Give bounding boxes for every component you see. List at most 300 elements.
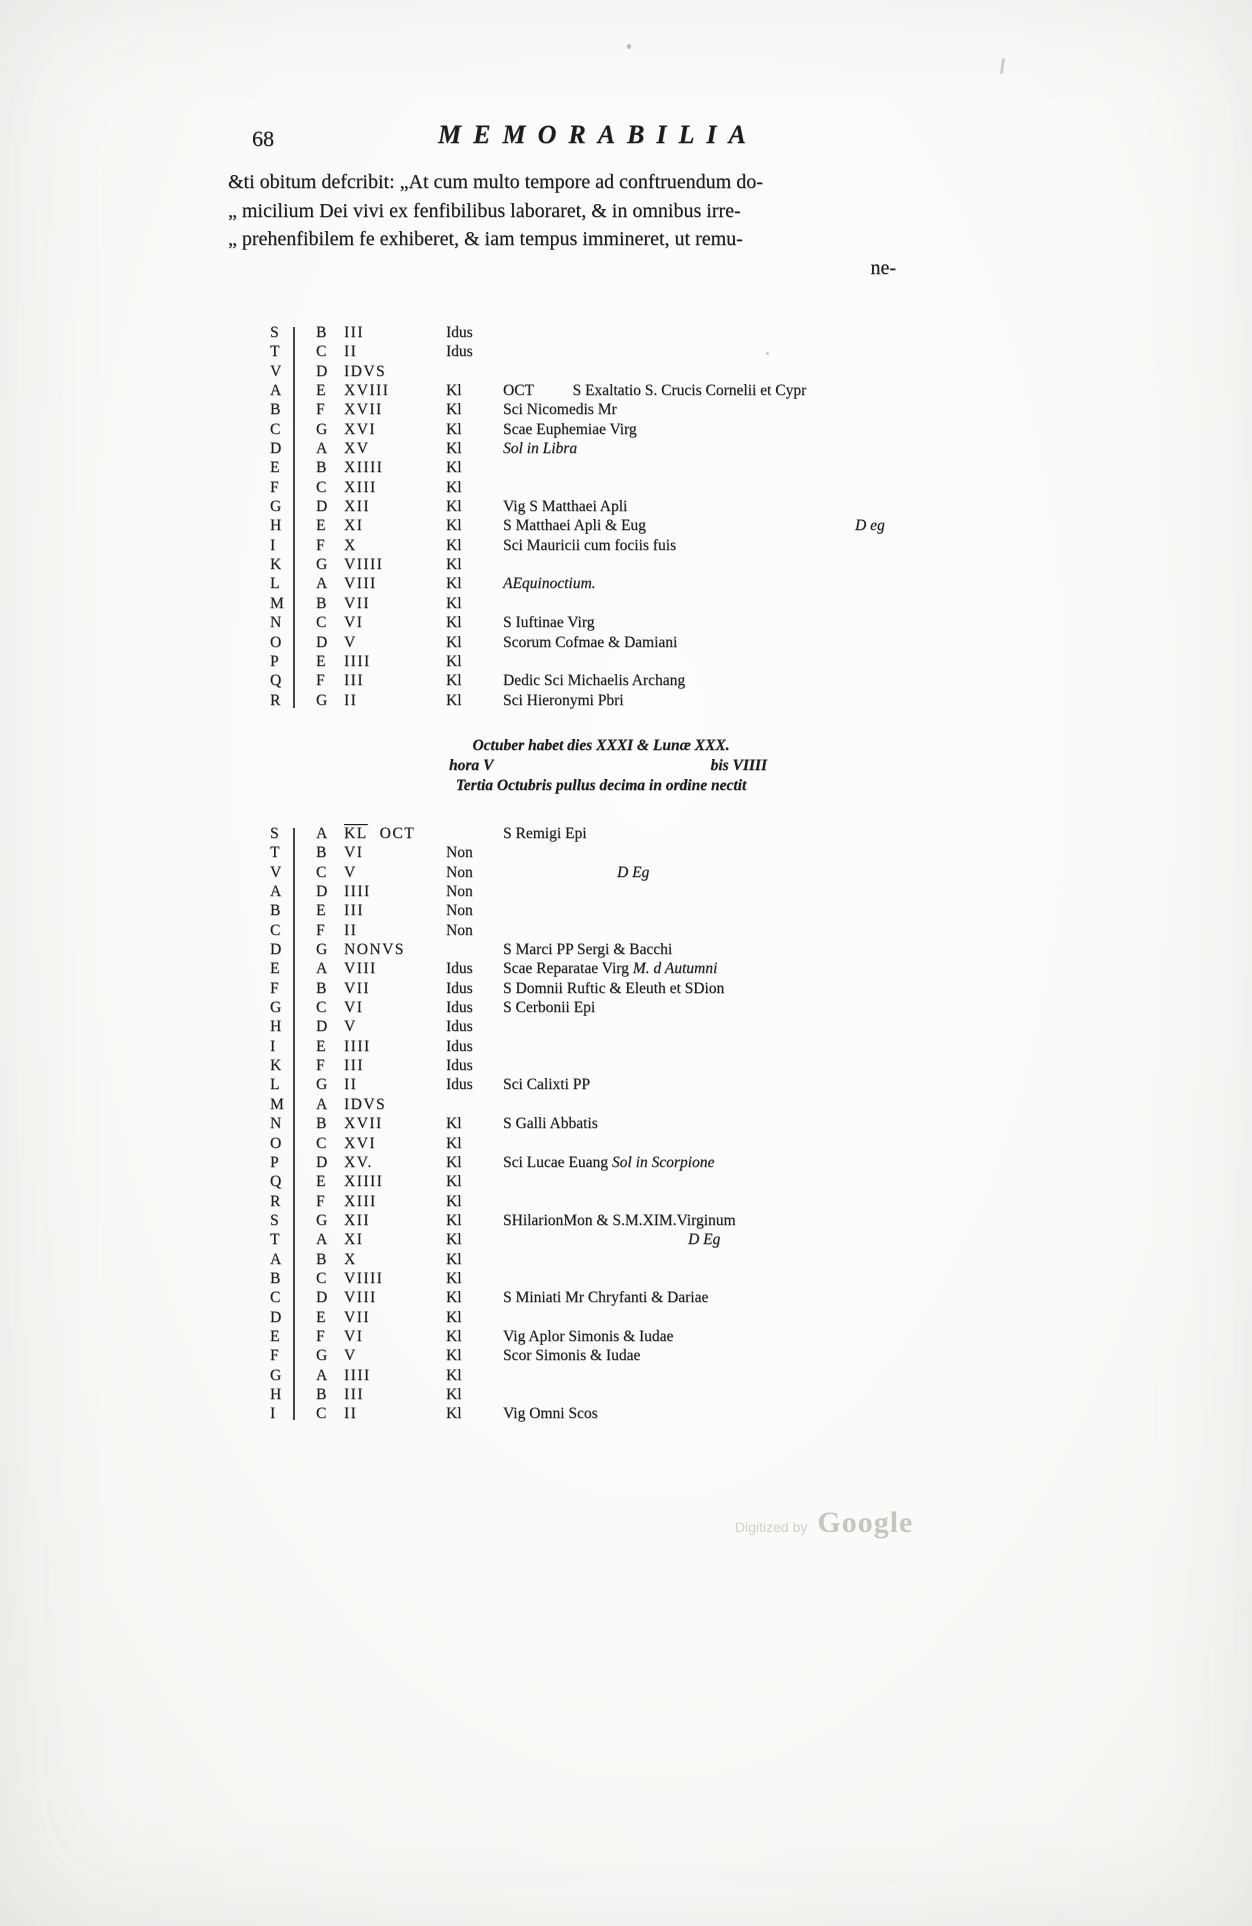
dominical-letter-cell: C [316, 614, 327, 632]
dominical-letter-cell: D [316, 498, 328, 516]
roman-numeral-cell: XIIII [344, 1173, 384, 1191]
feast-entry [503, 555, 970, 574]
kalend-marker-cell: Kl [446, 633, 462, 651]
day-letter-cell: S [270, 1211, 279, 1229]
feast-text: S Cerbonii Epi [503, 999, 596, 1017]
kalend-marker-cell: Non [446, 921, 473, 939]
roman-numeral-cell: III [344, 1385, 364, 1403]
dominical-letter-cell: E [316, 1037, 326, 1055]
kalend-marker-cell: Idus [446, 1057, 473, 1075]
kalend-marker-cell: Kl [446, 1250, 462, 1268]
calendar-row [270, 691, 970, 710]
roman-numeral-cell: XI [344, 517, 364, 535]
feast-text: S Domnii Ruftic & Eleuth et SDion [503, 979, 725, 997]
feast-text: Sol in Libra [503, 440, 578, 458]
kalend-marker-cell: Kl [446, 1269, 462, 1287]
october-heading-bis: bis VIIII [710, 757, 767, 774]
dominical-letter-cell: D [316, 1289, 328, 1307]
feast-entry [503, 400, 970, 419]
feast-text-italic: Sol in Scorpione [611, 1153, 715, 1171]
kalend-marker-cell: Kl [446, 652, 462, 670]
day-letter-cell: L [270, 1076, 280, 1094]
kalend-marker-cell: Kl [446, 1211, 462, 1229]
roman-numeral-cell: VI [344, 1327, 364, 1345]
kalend-marker-cell: Idus [446, 1076, 473, 1094]
day-letter-cell: D [270, 440, 282, 458]
feast-text: AEquinoctium. [503, 575, 596, 593]
dominical-letter-cell: D [316, 883, 328, 901]
calendar-row [270, 1192, 970, 1211]
day-letter-cell: S [270, 825, 279, 842]
feast-entry [503, 1192, 970, 1211]
dominical-letter-cell: C [316, 999, 327, 1017]
kalend-marker-cell: Kl [446, 1192, 462, 1210]
calendar-row [270, 1095, 970, 1114]
roman-numeral-cell: XV [344, 440, 370, 458]
margin-note: D eg [855, 517, 885, 535]
day-letter-cell: C [270, 1289, 281, 1307]
dominical-letter-cell: C [316, 863, 327, 881]
kalend-marker-cell: Kl [446, 1327, 462, 1345]
scan-speck [766, 352, 769, 355]
roman-numeral-cell: VIIII [344, 556, 384, 574]
day-letter-cell: G [270, 1366, 282, 1384]
kalend-marker-cell: Kl [446, 614, 462, 632]
september-calendar-table [270, 323, 970, 710]
digitization-watermark [735, 1506, 913, 1540]
day-letter-cell: D [270, 941, 282, 959]
calendar-row [270, 1017, 970, 1036]
roman-numeral-cell: XII [344, 1211, 371, 1229]
dominical-letter-cell: E [316, 1173, 326, 1191]
kalend-marker-cell: Kl [446, 1134, 462, 1152]
dominical-letter-cell: A [316, 960, 328, 978]
calendar-row [270, 478, 970, 497]
kalend-marker-cell: Kl [446, 1173, 462, 1191]
calendar-row [270, 1134, 970, 1153]
day-letter-cell: D [270, 1308, 282, 1326]
day-letter-cell: H [270, 517, 282, 535]
day-letter-cell: O [270, 1134, 282, 1152]
dominical-letter-cell: F [316, 672, 325, 690]
calendar-row [270, 594, 970, 613]
dominical-letter-cell: B [316, 1385, 327, 1403]
watermark-prefix: Digitized by [735, 1519, 808, 1535]
roman-numeral-cell: VI [344, 999, 364, 1017]
day-letter-cell: P [270, 652, 279, 670]
kalend-marker-cell: Kl [446, 440, 462, 458]
calendar-row [270, 901, 970, 920]
dominical-letter-cell: D [316, 633, 328, 651]
kalend-marker-cell [446, 362, 503, 381]
dominical-letter-cell: G [316, 1211, 328, 1229]
calendar-row [270, 1308, 970, 1327]
feast-entry [503, 1172, 970, 1191]
calendar-row [270, 1172, 970, 1191]
scan-speck [627, 44, 631, 49]
roman-numeral-cell: III [344, 672, 364, 690]
calendar-row [270, 1037, 970, 1056]
feast-text: Sci Hieronymi Pbri [503, 691, 624, 709]
scan-speck [1000, 58, 1005, 74]
feast-entry [503, 439, 970, 458]
kalend-marker-cell: Kl [446, 556, 462, 574]
feast-text: S Iuftinae Virg [503, 614, 595, 632]
day-letter-cell: I [270, 1405, 276, 1423]
feast-entry [503, 1056, 970, 1075]
calendar-row [270, 979, 970, 998]
feast-entry [503, 1095, 970, 1114]
feast-entry [503, 1134, 970, 1153]
roman-numeral-cell: II [344, 1076, 358, 1094]
roman-numeral-cell: III [344, 1057, 364, 1075]
dominical-letter-cell: E [316, 902, 326, 920]
roman-numeral-cell: VII [344, 1308, 371, 1326]
kalend-marker-cell: Kl [446, 672, 462, 690]
calendar-row [270, 555, 970, 574]
kalend-marker-cell: Kl [446, 420, 462, 438]
calendar-row [270, 959, 970, 978]
calendar-row [270, 342, 970, 361]
feast-entry [503, 843, 970, 862]
calendar-row [270, 863, 970, 882]
day-letter-cell: K [270, 556, 282, 574]
calendar-row [270, 1288, 970, 1307]
roman-numeral-cell: IIII [344, 652, 371, 670]
day-letter-cell: S [270, 324, 279, 341]
calendar-row [270, 536, 970, 555]
dominical-letter-cell: C [316, 1134, 327, 1152]
feast-text: OCT S Exaltatio S. Crucis Cornelii et Cypr [503, 382, 807, 400]
roman-numeral-cell: XV. [344, 1153, 373, 1171]
feast-entry [503, 1017, 970, 1036]
feast-text: Dedic Sci Michaelis Archang [503, 672, 686, 690]
dominical-letter-cell: A [316, 1095, 328, 1113]
day-letter-cell: B [270, 902, 281, 920]
feast-entry [503, 594, 970, 613]
feast-text: Sci Mauricii cum fociis fuis [503, 536, 677, 554]
feast-text: Vig Aplor Simonis & Iudae [503, 1327, 674, 1345]
day-letter-cell: I [270, 536, 276, 554]
dominical-letter-cell: B [316, 844, 327, 862]
dominical-letter-cell: A [316, 575, 328, 593]
feast-entry [503, 671, 970, 690]
page-number: 68 [252, 126, 274, 151]
kalend-marker-cell: Kl [446, 459, 462, 477]
kalend-marker-cell: Kl [446, 1385, 462, 1403]
feast-entry [503, 1075, 970, 1094]
dominical-letter-cell: G [316, 1347, 328, 1365]
day-letter-cell: V [270, 362, 282, 380]
feast-entry [503, 342, 970, 361]
roman-numeral-cell: X [344, 536, 357, 554]
roman-numeral-cell: IIII [344, 1366, 371, 1384]
roman-numeral-cell: V [344, 863, 357, 881]
roman-numeral-cell: IIII [344, 883, 371, 901]
day-letter-cell: R [270, 1192, 281, 1210]
dominical-letter-cell: E [316, 382, 326, 400]
day-letter-cell: C [270, 420, 281, 438]
day-letter-cell: F [270, 1347, 279, 1365]
kalend-marker-cell: Kl [446, 536, 462, 554]
calendar-row [270, 882, 970, 901]
feast-entry [503, 1153, 970, 1172]
roman-numeral-cell: XVII [344, 401, 383, 419]
october-heading-hora: hora V [449, 757, 494, 774]
kalend-marker-cell: Kl [446, 1115, 462, 1133]
day-letter-cell: N [270, 614, 282, 632]
dominical-letter-cell: F [316, 401, 325, 419]
feast-text: Vig Omni Scos [503, 1405, 598, 1423]
october-heading-line1: Octuber habet dies XXXI & Lunæ XXX. [472, 737, 730, 754]
october-calendar-table [270, 824, 970, 1424]
feast-text: Sci Lucae Euang [503, 1153, 612, 1171]
calendar-row [270, 458, 970, 477]
dominical-letter-cell: B [316, 594, 327, 612]
day-letter-cell: A [270, 883, 282, 901]
feast-entry [503, 1308, 970, 1327]
roman-numeral-cell: XIII [344, 478, 377, 496]
calendar-row [270, 652, 970, 671]
calendar-row [270, 439, 970, 458]
roman-numeral-cell: XIIII [344, 459, 384, 477]
feast-entry [503, 497, 970, 516]
day-letter-cell: A [270, 1250, 282, 1268]
kalend-marker-cell: Kl [446, 594, 462, 612]
feast-text: Vig S Matthaei Apli [503, 498, 628, 516]
roman-numeral-cell: II [344, 691, 358, 709]
roman-numeral-cell: II [344, 921, 358, 939]
calendar-row [270, 362, 970, 381]
dominical-letter-cell: G [316, 556, 328, 574]
calendar-row [270, 400, 970, 419]
roman-numeral-cell: VIII [344, 1289, 377, 1307]
dominical-letter-cell: D [316, 1153, 328, 1171]
roman-numeral-cell: II [344, 1405, 358, 1423]
kalend-marker-cell: Idus [446, 979, 473, 997]
feast-entry [503, 323, 970, 342]
feast-text: Scae Reparatae Virg [503, 960, 633, 978]
dominical-letter-cell: C [316, 478, 327, 496]
day-letter-cell: B [270, 401, 281, 419]
feast-entry [503, 1288, 970, 1307]
roman-numeral-cell: XVII [344, 1115, 383, 1133]
feast-entry [503, 458, 970, 477]
roman-numeral-cell: V [344, 1018, 357, 1036]
day-letter-cell: F [270, 478, 279, 496]
day-letter-cell: P [270, 1153, 279, 1171]
feast-text: Scae Euphemiae Virg [503, 420, 637, 438]
roman-numeral-cell: V [344, 1347, 357, 1365]
feast-entry [503, 1269, 970, 1288]
feast-text: S Remigi Epi [503, 825, 587, 842]
calendar-row [270, 1366, 970, 1385]
roman-numeral-cell: NONVS [344, 941, 405, 959]
day-letter-cell: G [270, 999, 282, 1017]
day-letter-cell: T [270, 1231, 280, 1249]
roman-numeral-cell: VIIII [344, 1269, 384, 1287]
kalend-marker-cell: Idus [446, 999, 473, 1017]
day-letter-cell: Q [270, 1173, 282, 1191]
dominical-letter-cell: G [316, 691, 328, 709]
kalend-marker-cell: Kl [446, 1366, 462, 1384]
roman-numeral-cell [344, 824, 446, 843]
feast-entry [503, 863, 970, 882]
kalend-marker-cell: Idus [446, 324, 473, 341]
kalend-marker-cell: Kl [446, 382, 462, 400]
roman-numeral-cell: XI [344, 1231, 364, 1249]
feast-entry [503, 1327, 970, 1346]
roman-numeral-cell: IIII [344, 1037, 371, 1055]
calendar-row [270, 497, 970, 516]
day-letter-cell: H [270, 1018, 282, 1036]
calendar-row [270, 1250, 970, 1269]
watermark-logo: Google [817, 1506, 914, 1539]
day-letter-cell: C [270, 921, 281, 939]
feast-entry [503, 536, 970, 555]
kalend-marker-cell: Kl [446, 478, 462, 496]
kalend-marker-cell: Kl [446, 691, 462, 709]
calendar-row [270, 1404, 970, 1423]
feast-entry [503, 652, 970, 671]
day-letter-cell: I [270, 1037, 276, 1055]
calendar-row [270, 1075, 970, 1094]
day-letter-cell: N [270, 1115, 282, 1133]
kalend-marker-cell: Idus [446, 1037, 473, 1055]
calendar-row [270, 1056, 970, 1075]
dominical-letter-cell: C [316, 1269, 327, 1287]
day-letter-cell: K [270, 1057, 282, 1075]
dominical-letter-cell: B [316, 459, 327, 477]
kalend-marker-cell: Non [446, 902, 473, 920]
feast-entry [503, 1230, 970, 1249]
feast-text: Scorum Cofmae & Damiani [503, 633, 678, 651]
calendar-row [270, 381, 970, 400]
kalend-marker-cell: Kl [446, 1289, 462, 1307]
calendar-row [270, 998, 970, 1017]
kalend-marker-cell: Kl [446, 401, 462, 419]
kalend-marker-cell: Idus [446, 343, 473, 361]
day-letter-cell: R [270, 691, 281, 709]
feast-entry [503, 882, 970, 901]
roman-numeral-cell: IDVS [344, 1095, 387, 1113]
calendar-row [270, 940, 970, 959]
feast-entry [503, 1114, 970, 1133]
roman-numeral-cell: XVI [344, 420, 377, 438]
september-table-rows [270, 323, 970, 710]
day-letter-cell: F [270, 979, 279, 997]
dominical-letter-cell: D [316, 1018, 328, 1036]
intro-paragraph [228, 168, 920, 282]
feast-entry [503, 516, 970, 535]
roman-numeral-cell: XVI [344, 1134, 377, 1152]
roman-numeral-cell: III [344, 902, 364, 920]
calendar-row [270, 824, 970, 843]
feast-text: SHilarionMon & S.M.XIM.Virginum [503, 1211, 736, 1229]
roman-numeral-cell: VI [344, 614, 364, 632]
roman-numeral-cell: VIII [344, 960, 377, 978]
feast-entry [503, 959, 970, 978]
day-letter-cell: A [270, 382, 282, 400]
roman-numeral-cell: VIII [344, 575, 377, 593]
calendar-row [270, 1269, 970, 1288]
kalend-marker-cell: Kl [446, 1153, 462, 1171]
october-heading-line2 [405, 756, 797, 776]
kalend-marker-cell: Kl [446, 1231, 462, 1249]
catchword: ne- [870, 256, 896, 279]
day-letter-cell: T [270, 343, 280, 361]
feast-entry [503, 478, 970, 497]
feast-entry [503, 1366, 970, 1385]
feast-entry [503, 998, 970, 1017]
feast-entry [503, 1404, 970, 1423]
calendar-row [270, 1385, 970, 1404]
feast-entry [503, 901, 970, 920]
dominical-letter-cell: G [316, 941, 328, 959]
feast-entry [503, 921, 970, 940]
day-letter-cell: M [270, 594, 284, 612]
day-letter-cell: G [270, 498, 282, 516]
calendar-row [270, 1346, 970, 1365]
calendar-row [270, 1114, 970, 1133]
dominical-letter-cell: G [316, 1076, 328, 1094]
paragraph-line: „ prehenfibilem fe exhiberet, & iam tempus immineret, ut remu- [228, 228, 743, 250]
day-letter-cell: L [270, 575, 280, 593]
feast-entry [503, 940, 970, 959]
dominical-letter-cell: C [316, 1405, 327, 1423]
dominical-letter-cell: F [316, 536, 325, 554]
roman-numeral-cell: IDVS [344, 362, 387, 380]
kalend-marker-cell [446, 1095, 503, 1114]
dominical-letter-cell: A [316, 825, 328, 842]
kalend-marker-cell [446, 824, 503, 843]
feast-entry [503, 979, 970, 998]
roman-numeral-cell: XII [344, 498, 371, 516]
roman-numeral-cell: XIII [344, 1192, 377, 1210]
calendar-row [270, 1327, 970, 1346]
dominical-letter-cell: F [316, 1192, 325, 1210]
kalend-marker-cell: Kl [446, 498, 462, 516]
dominical-letter-cell: F [316, 921, 325, 939]
calendar-row [270, 420, 970, 439]
margin-note: D Eg [688, 1231, 721, 1249]
calendar-row [270, 843, 970, 862]
day-letter-cell: B [270, 1269, 281, 1287]
day-letter-cell: V [270, 863, 282, 881]
kalend-marker-cell: Kl [446, 1347, 462, 1365]
feast-entry [503, 1037, 970, 1056]
feast-text-italic: M. d Autumni [632, 960, 718, 978]
day-letter-cell: T [270, 844, 280, 862]
calendar-row [270, 613, 970, 632]
dominical-letter-cell: F [316, 1057, 325, 1075]
roman-numeral-cell: V [344, 633, 357, 651]
kalend-marker-cell: Non [446, 863, 473, 881]
dominical-letter-cell: E [316, 517, 326, 535]
calendar-row [270, 1230, 970, 1249]
feast-entry [503, 1346, 970, 1365]
day-letter-cell: O [270, 633, 282, 651]
dominical-letter-cell: F [316, 1327, 325, 1345]
kalend-marker-cell: Kl [446, 1308, 462, 1326]
feast-text: S Miniati Mr Chryfanti & Dariae [503, 1289, 709, 1307]
calendar-row [270, 574, 970, 593]
dominical-letter-cell: C [316, 343, 327, 361]
dominical-letter-cell: B [316, 1250, 327, 1268]
page-title: MEMORABILIA [438, 120, 758, 149]
dominical-letter-cell: D [316, 362, 328, 380]
october-heading-line3: Tertia Octubris pullus decima in ordine nectit [455, 777, 747, 794]
